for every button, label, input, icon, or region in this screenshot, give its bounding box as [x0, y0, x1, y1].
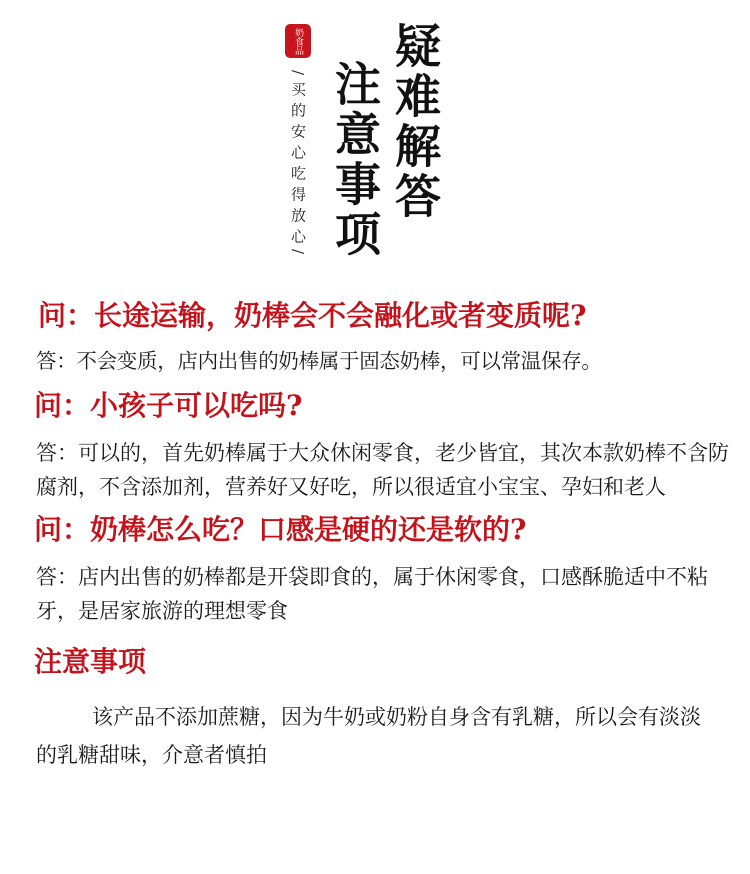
slogan-text: /买的安心吃得放心/	[289, 70, 307, 261]
notice-title: 注意事项	[34, 645, 147, 678]
faq-content	[0, 296, 750, 774]
faq-question-3: 问：奶棒怎么吃？口感是硬的还是软的?	[34, 513, 527, 546]
faq-answer-2: 答：可以的，首先奶棒属于大众休闲零食，老少皆宜，其次本款奶棒不含防腐剂，不含添加剂，营养好又好吃，所以很适宜小宝宝、孕妇和老人	[36, 441, 729, 499]
seal-stamp: 奶食品	[285, 24, 311, 58]
faq-question-1: 问：长途运输，奶棒会不会融化或者变质呢?	[38, 299, 587, 332]
faq-answer-1: 答：不会变质，店内出售的奶棒属于固态奶棒，可以常温保存。	[36, 349, 602, 373]
notice-body: 该产品不添加蔗糖，因为牛奶或奶粉自身含有乳糖，所以会有淡淡的乳糖甜味，介意者慎拍	[36, 705, 701, 767]
title-col-faq: 疑难解答	[388, 22, 442, 222]
faq-answer-3: 答：店内出售的奶棒都是开袋即食的，属于休闲零食，口感酥脆适中不粘牙，是居家旅游的理想零食	[36, 565, 708, 623]
faq-question-2: 问：小孩子可以吃吗?	[34, 389, 303, 422]
header-graphic	[0, 0, 750, 290]
title-col-notice: 注意事项	[328, 60, 382, 260]
